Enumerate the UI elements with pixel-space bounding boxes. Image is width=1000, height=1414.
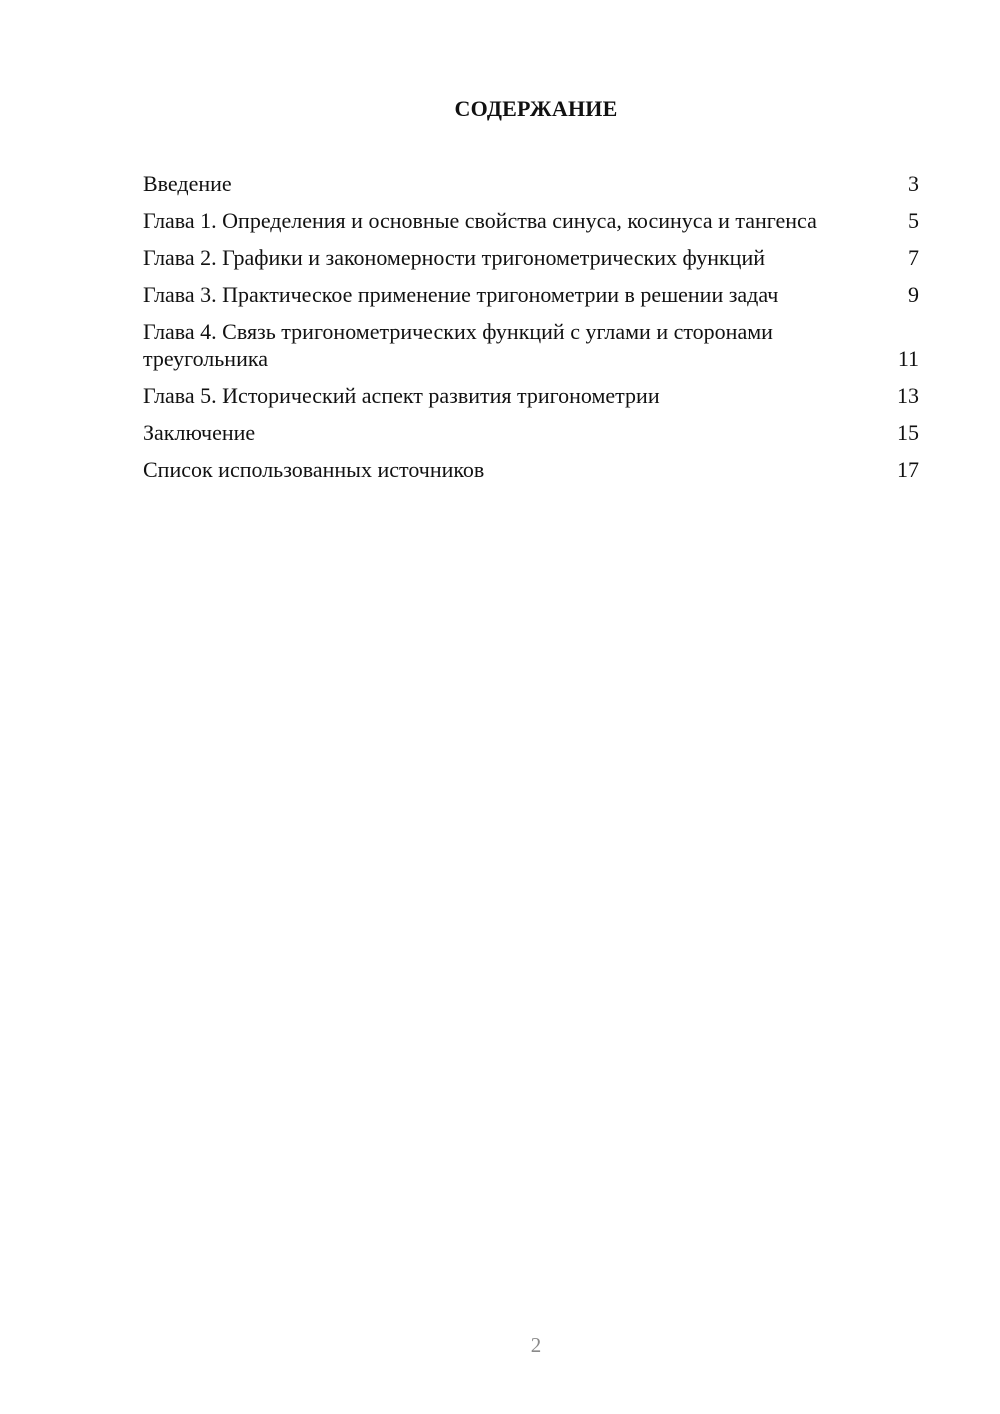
toc-entry-page-number: 15 — [897, 420, 919, 445]
toc-entry-title: Глава 4. Связь тригонометрических функций с углами и сторонами треугольника — [143, 319, 773, 371]
toc-entry-chapter-2 — [143, 244, 919, 271]
toc-entry-title: Введение — [143, 171, 232, 196]
toc-entry-chapter-1 — [143, 207, 919, 234]
page-number: 2 — [530, 1333, 542, 1357]
table-of-contents — [143, 170, 919, 493]
toc-entry-chapter-4 — [143, 318, 919, 372]
toc-entry-introduction — [143, 170, 919, 197]
toc-entry-title: Список использованных источников — [143, 457, 485, 482]
toc-entry-page-number: 17 — [897, 457, 919, 482]
toc-entry-page-number: 9 — [908, 282, 919, 307]
toc-entry-title: Глава 2. Графики и закономерности тригонометрических функций — [143, 245, 765, 270]
toc-entry-chapter-5 — [143, 382, 919, 409]
toc-entry-chapter-3 — [143, 281, 919, 308]
toc-entry-page-number: 7 — [908, 245, 919, 270]
toc-entry-page-number: 13 — [897, 383, 919, 408]
toc-entry-title: Заключение — [143, 420, 256, 445]
toc-entry-page-number: 11 — [897, 346, 919, 371]
toc-entry-page-number: 3 — [908, 171, 919, 196]
toc-entry-title: Глава 3. Практическое применение тригонометрии в решении задач — [143, 282, 779, 307]
toc-entry-references — [143, 456, 919, 483]
toc-entry-page-number: 5 — [908, 208, 919, 233]
page-title: СОДЕРЖАНИЕ — [454, 96, 618, 121]
toc-entry-title: Глава 5. Исторический аспект развития тригонометрии — [143, 383, 660, 408]
toc-entry-conclusion — [143, 419, 919, 446]
toc-entry-title: Глава 1. Определения и основные свойства синуса, косинуса и тангенса — [143, 208, 817, 233]
